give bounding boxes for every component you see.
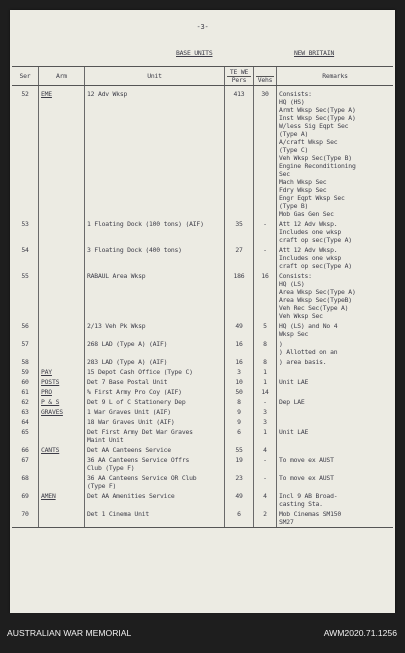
row-pers: 10 <box>225 377 254 387</box>
table-row <box>12 397 393 407</box>
row-pers: 49 <box>225 491 254 509</box>
row-vehs: 2 <box>254 509 277 528</box>
row-vehs: 14 <box>254 387 277 397</box>
row-arm <box>39 321 85 339</box>
row-ser: 53 <box>21 220 29 228</box>
row-pers: 9 <box>225 407 254 417</box>
units-table <box>12 66 393 528</box>
table-row <box>12 509 393 528</box>
pers-label: Pers <box>231 75 247 84</box>
row-remarks: To move ex AUST <box>277 473 394 491</box>
row-arm <box>39 473 85 491</box>
table-row <box>12 387 393 397</box>
row-remarks: Mob Cinemas SM150 SM27 <box>277 509 394 528</box>
row-ser: 66 <box>21 446 29 454</box>
row-unit: 18 War Graves Unit (AIF) <box>85 417 225 427</box>
row-vehs: - <box>254 397 277 407</box>
row-unit: Det 1 Cinema Unit <box>85 509 225 528</box>
row-vehs: - <box>254 473 277 491</box>
row-unit: 15 Depot Cash Office (Type C) <box>85 367 225 377</box>
row-remarks: Consists: HQ (LS) Area Wksp Sec(Type A) Area Wksp Sec(TypeB) Veh Rec Sec(Type A) Veh Wksp Sec <box>277 271 394 321</box>
table-body <box>12 86 393 528</box>
arm-code: P & S <box>41 398 60 406</box>
row-ser: 56 <box>21 322 29 330</box>
row-ser: 62 <box>21 398 29 406</box>
row-pers: 413 <box>225 86 254 220</box>
row-pers: 16 <box>225 357 254 367</box>
row-remarks: Dep LAE <box>277 397 394 407</box>
row-pers: 6 <box>225 509 254 528</box>
row-unit: Det 7 Base Postal Unit <box>85 377 225 387</box>
row-remarks: To move ex AUST <box>277 455 394 473</box>
footer-accession-number: AWM2020.71.1256 <box>323 628 397 638</box>
row-arm <box>39 407 85 417</box>
row-arm <box>39 377 85 387</box>
row-ser: 69 <box>21 492 29 500</box>
row-arm <box>39 455 85 473</box>
row-arm <box>39 271 85 321</box>
row-vehs: - <box>254 455 277 473</box>
table-row <box>12 377 393 387</box>
table-row <box>12 445 393 455</box>
row-pers: 186 <box>225 271 254 321</box>
table-row <box>12 86 393 220</box>
row-pers: 6 <box>225 427 254 445</box>
row-unit: 12 Adv Wksp <box>85 86 225 220</box>
row-arm <box>39 491 85 509</box>
col-pers-header <box>225 67 254 86</box>
row-arm <box>39 357 85 367</box>
row-arm <box>39 387 85 397</box>
document-page <box>10 10 395 613</box>
row-remarks: Att 12 Adv Wksp. Includes one wksp craft op sec(Type A) <box>277 245 394 271</box>
row-pers: 16 <box>225 339 254 357</box>
row-remarks <box>277 407 394 417</box>
table-row <box>12 455 393 473</box>
row-remarks <box>277 417 394 427</box>
arm-code: CANTS <box>41 446 60 454</box>
col-remarks-header: Remarks <box>277 67 394 86</box>
footer-institution: AUSTRALIAN WAR MEMORIAL <box>7 628 132 638</box>
row-vehs: - <box>254 219 277 245</box>
table-row <box>12 245 393 271</box>
row-unit: 1 Floating Dock (100 tons) (AIF) <box>85 219 225 245</box>
arm-code: PRO <box>41 388 52 396</box>
row-vehs: 4 <box>254 491 277 509</box>
row-vehs: 4 <box>254 445 277 455</box>
row-unit: RABAUL Area Wksp <box>85 271 225 321</box>
row-unit: 36 AA Canteens Service OR Club (Type F) <box>85 473 225 491</box>
row-ser: 57 <box>21 340 29 348</box>
row-remarks: Att 12 Adv Wksp. Includes one wksp craft op sec(Type A) <box>277 219 394 245</box>
row-ser: 54 <box>21 246 29 254</box>
row-arm <box>39 427 85 445</box>
row-unit: % First Army Pro Coy (AIF) <box>85 387 225 397</box>
row-arm <box>39 417 85 427</box>
table-row <box>12 473 393 491</box>
table-row <box>12 407 393 417</box>
row-arm <box>39 86 85 220</box>
row-unit: 2/13 Veh Pk Wksp <box>85 321 225 339</box>
row-unit: 1 War Graves Unit (AIF) <box>85 407 225 417</box>
archive-footer <box>0 613 405 653</box>
row-arm <box>39 339 85 357</box>
row-vehs: 5 <box>254 321 277 339</box>
row-vehs: 1 <box>254 377 277 387</box>
table-row <box>12 219 393 245</box>
row-remarks: Incl 9 AB Broad- casting Sta. <box>277 491 394 509</box>
table-row <box>12 339 393 357</box>
table-row <box>12 491 393 509</box>
row-ser: 70 <box>12 509 39 528</box>
table-row <box>12 417 393 427</box>
arm-code: AMEN <box>41 492 56 500</box>
row-arm <box>39 445 85 455</box>
row-pers: 49 <box>225 321 254 339</box>
heading-base-units: BASE UNITS <box>176 49 213 57</box>
row-ser: 64 <box>21 418 29 426</box>
heading-location: NEW BRITAIN <box>294 49 335 57</box>
page-number: -3- <box>196 23 209 31</box>
row-ser: 67 <box>21 456 29 464</box>
row-pers: 9 <box>225 417 254 427</box>
row-vehs: - <box>254 245 277 271</box>
table-row <box>12 357 393 367</box>
row-remarks: Unit LAE <box>277 377 394 387</box>
row-unit: 3 Floating Dock (400 tons) <box>85 245 225 271</box>
row-ser: 52 <box>21 90 29 98</box>
row-unit: Det First Army Det War Graves Maint Unit <box>85 427 225 445</box>
row-remarks: ) ) Allotted on an <box>277 339 394 357</box>
row-arm <box>39 219 85 245</box>
col-vehs-header <box>254 67 277 86</box>
row-pers: 19 <box>225 455 254 473</box>
row-vehs: 8 <box>254 339 277 357</box>
row-pers: 35 <box>225 219 254 245</box>
te-we-label: TE WE <box>227 69 251 77</box>
row-arm <box>39 245 85 271</box>
row-pers: 3 <box>225 367 254 377</box>
row-ser: 68 <box>21 474 29 482</box>
table-row <box>12 271 393 321</box>
row-ser: 59 <box>21 368 29 376</box>
row-unit: 36 AA Canteens Service Offrs Club (Type F) <box>85 455 225 473</box>
table-row <box>12 321 393 339</box>
row-pers: 8 <box>225 397 254 407</box>
table-header-row <box>12 67 393 86</box>
vehs-label: Vehs <box>257 75 273 84</box>
col-arm-header: Arm <box>39 67 85 86</box>
row-remarks <box>277 367 394 377</box>
row-pers: 27 <box>225 245 254 271</box>
arm-code: POSTS <box>41 378 60 386</box>
row-unit: Det 9 L of C Stationery Dep <box>85 397 225 407</box>
row-unit: Det AA Amenities Service <box>85 491 225 509</box>
row-vehs: 30 <box>254 86 277 220</box>
row-vehs: 8 <box>254 357 277 367</box>
arm-code: EME <box>41 90 52 98</box>
row-remarks: Consists: HQ (HS) Armt Wksp Sec(Type A) Inst Wksp Sec(Type A) W/less Sig Eqpt Sec (Type A) A/craft Wksp Sec (Type C) Veh Wksp Sec(Type B) Engine Reconditioning Sec Mach Wksp Sec Fdry Wksp Sec Engr Eqpt Wksp Sec (Type B) Mob Gas Gen Sec <box>277 86 394 220</box>
row-ser: 58 <box>21 358 29 366</box>
row-remarks: ) area basis. <box>277 357 394 367</box>
row-pers: 23 <box>225 473 254 491</box>
row-arm <box>39 367 85 377</box>
row-vehs: 1 <box>254 367 277 377</box>
row-unit: 268 LAD (Type A) (AIF) <box>85 339 225 357</box>
row-vehs: 3 <box>254 407 277 417</box>
row-vehs: 16 <box>254 271 277 321</box>
arm-code: PAY <box>41 368 52 376</box>
arm-code: GRAVES <box>41 408 63 416</box>
table-row <box>12 427 393 445</box>
row-ser: 61 <box>21 388 29 396</box>
row-remarks: Unit LAE <box>277 427 394 445</box>
row-pers: 55 <box>225 445 254 455</box>
row-remarks <box>277 445 394 455</box>
row-arm <box>39 397 85 407</box>
row-ser: 55 <box>21 272 29 280</box>
row-remarks <box>277 387 394 397</box>
row-ser: 65 <box>21 428 29 436</box>
row-arm <box>39 509 85 528</box>
row-remarks: HQ (LS) and No 4 Wksp Sec <box>277 321 394 339</box>
row-vehs: 1 <box>254 427 277 445</box>
row-ser: 60 <box>21 378 29 386</box>
row-pers: 50 <box>225 387 254 397</box>
row-unit: Det AA Canteens Service <box>85 445 225 455</box>
table-row <box>12 367 393 377</box>
row-unit: 283 LAD (Type A) (AIF) <box>85 357 225 367</box>
row-ser: 63 <box>21 408 29 416</box>
row-vehs: 3 <box>254 417 277 427</box>
col-ser-header: Ser <box>12 67 39 86</box>
col-unit-header: Unit <box>85 67 225 86</box>
